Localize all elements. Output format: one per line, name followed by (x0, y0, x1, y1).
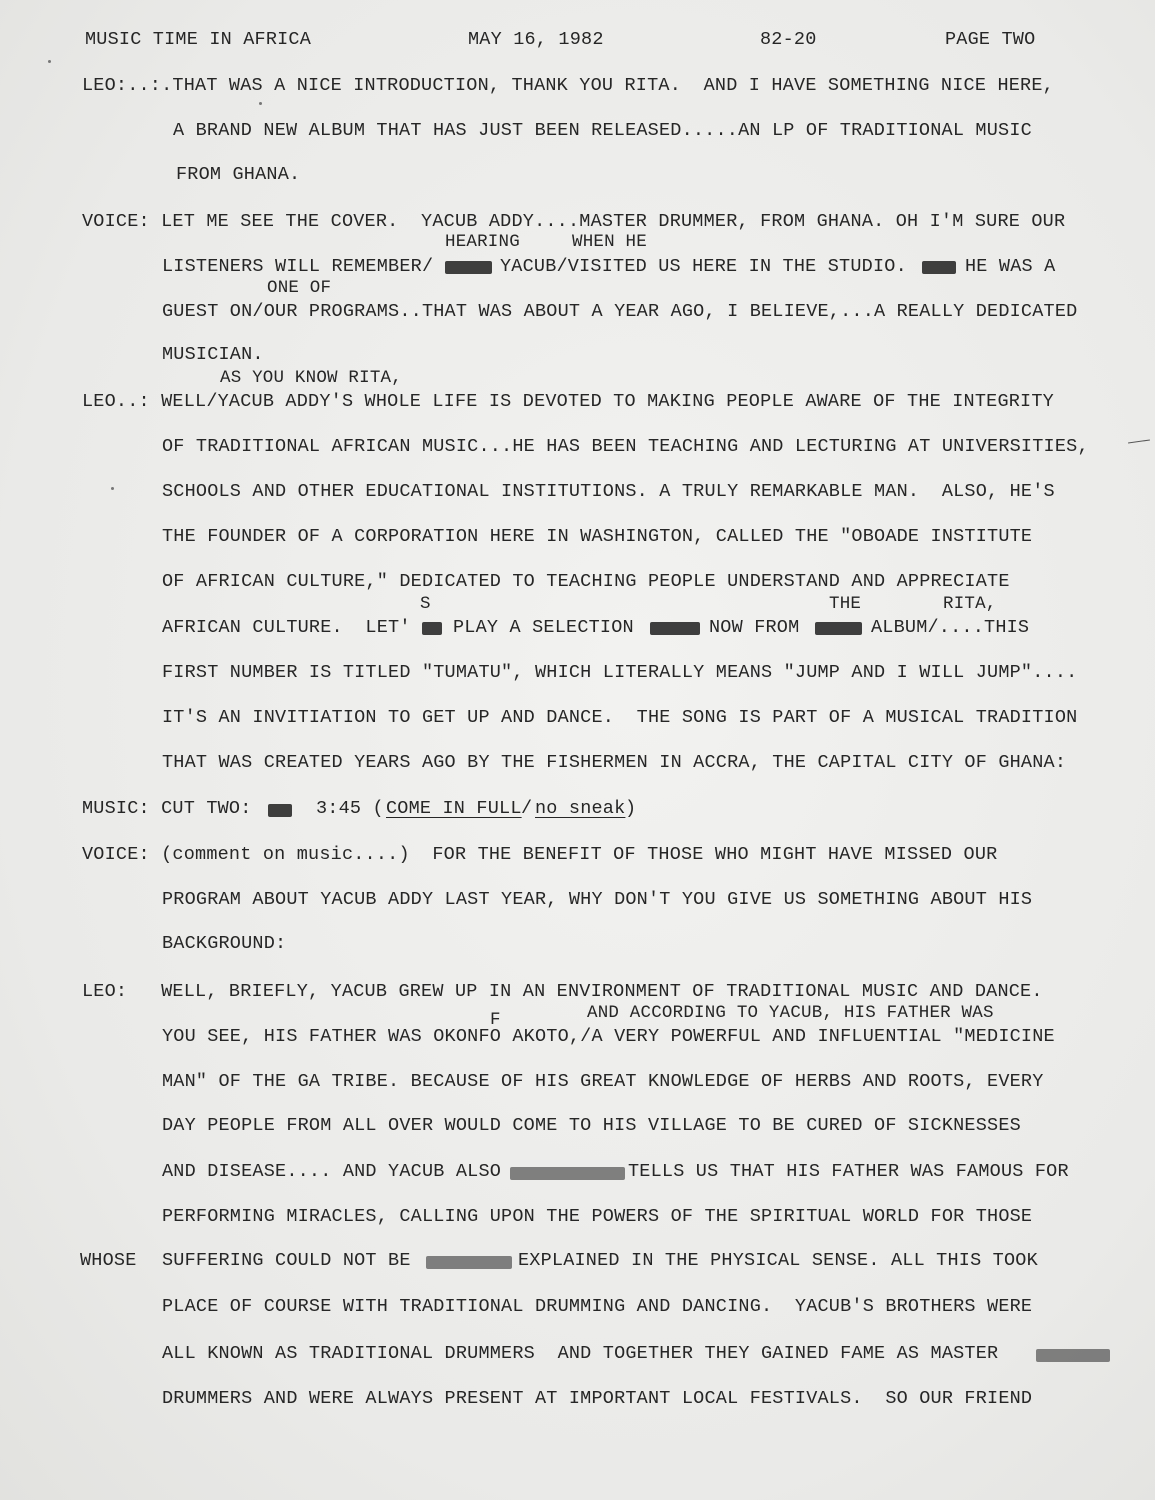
script-line: OF AFRICAN CULTURE," DEDICATED TO TEACHING PEOPLE UNDERSTAND AND APPRECIATE (162, 571, 1010, 592)
script-line: HE WAS A (965, 256, 1056, 277)
script-line: MAN" OF THE GA TRIBE. BECAUSE OF HIS GREAT KNOWLEDGE OF HERBS AND ROOTS, EVERY (162, 1071, 1044, 1092)
script-line: DRUMMERS AND WERE ALWAYS PRESENT AT IMPORTANT LOCAL FESTIVALS. SO OUR FRIEND (162, 1388, 1033, 1409)
program-number: 82-20 (760, 29, 817, 50)
script-line: VOICE: (comment on music....) FOR THE BENEFIT OF THOSE WHO MIGHT HAVE MISSED OUR (82, 844, 998, 865)
script-line: FIRST NUMBER IS TITLED "TUMATU", WHICH LITERALLY MEANS "JUMP AND I WILL JUMP".... (162, 662, 1078, 683)
handwritten-insert: RITA, (943, 594, 997, 614)
music-cue-label: MUSIC: CUT TWO: (82, 798, 252, 819)
script-line: ALBUM/....THIS (871, 617, 1030, 638)
script-line: SCHOOLS AND OTHER EDUCATIONAL INSTITUTIONS. A TRULY REMARKABLE MAN. ALSO, HE'S (162, 481, 1055, 502)
script-line: DAY PEOPLE FROM ALL OVER WOULD COME TO HIS VILLAGE TO BE CURED OF SICKNESSES (162, 1115, 1021, 1136)
script-line: PERFORMING MIRACLES, CALLING UPON THE POWERS OF THE SPIRITUAL WORLD FOR THOSE (162, 1206, 1033, 1227)
program-title: MUSIC TIME IN AFRICA (85, 29, 312, 50)
handwritten-insert: F (490, 1010, 501, 1030)
script-line: FROM GHANA. (176, 164, 301, 185)
script-line: PROGRAM ABOUT YACUB ADDY LAST YEAR, WHY DON'T YOU GIVE US SOMETHING ABOUT HIS (162, 889, 1033, 910)
redaction-mark (510, 1167, 625, 1180)
handwritten-insert: S (420, 594, 431, 614)
paper-speck (48, 60, 51, 63)
script-line: LEO:..:.THAT WAS A NICE INTRODUCTION, THANK YOU RITA. AND I HAVE SOMETHING NICE HERE, (82, 75, 1054, 96)
redaction-mark (650, 622, 700, 635)
script-line: BACKGROUND: (162, 933, 287, 954)
redaction-mark (426, 1256, 512, 1269)
handwritten-insert: WHEN HE (572, 232, 647, 252)
redaction-mark (445, 261, 492, 274)
script-line: AFRICAN CULTURE. LET' (162, 617, 411, 638)
script-line: SUFFERING COULD NOT BE (162, 1250, 411, 1271)
script-line: EXPLAINED IN THE PHYSICAL SENSE. ALL THIS TOOK (518, 1250, 1038, 1271)
redaction-mark (815, 622, 862, 635)
handwritten-margin-word: WHOSE (80, 1250, 137, 1271)
page-number: PAGE TWO (945, 29, 1036, 50)
margin-mark (1128, 439, 1150, 443)
script-line: LISTENERS WILL REMEMBER/ (162, 256, 434, 277)
music-cue-instruction: COME IN FULL (386, 798, 522, 819)
script-line: LEO: WELL, BRIEFLY, YACUB GREW UP IN AN ENVIRONMENT OF TRADITIONAL MUSIC AND DANCE. (82, 981, 1043, 1002)
script-line: IT'S AN INVITIATION TO GET UP AND DANCE. THE SONG IS PART OF A MUSICAL TRADITION (162, 707, 1078, 728)
script-line: PLAY A SELECTION (453, 617, 634, 638)
redaction-mark (1036, 1349, 1110, 1362)
script-line: YACUB/VISITED US HERE IN THE STUDIO. (500, 256, 907, 277)
redaction-mark (268, 804, 292, 817)
music-cue-duration: 3:45 ( (316, 798, 384, 819)
script-line: THAT WAS CREATED YEARS AGO BY THE FISHERMEN IN ACCRA, THE CAPITAL CITY OF GHANA: (162, 752, 1067, 773)
handwritten-insert: HEARING (445, 232, 520, 252)
handwritten-insert: AND ACCORDING TO YACUB, HIS FATHER WAS (587, 1003, 994, 1023)
script-line: VOICE: LET ME SEE THE COVER. YACUB ADDY....MASTER DRUMMER, FROM GHANA. OH I'M SURE OUR (82, 211, 1066, 232)
script-line: THE FOUNDER OF A CORPORATION HERE IN WASHINGTON, CALLED THE "OBOADE INSTITUTE (162, 526, 1033, 547)
script-line: AND DISEASE.... AND YACUB ALSO (162, 1161, 502, 1182)
handwritten-insert: AS YOU KNOW RITA, (220, 368, 402, 388)
broadcast-date: MAY 16, 1982 (468, 29, 604, 50)
script-line: PLACE OF COURSE WITH TRADITIONAL DRUMMING AND DANCING. YACUB'S BROTHERS WERE (162, 1296, 1033, 1317)
paper-speck (259, 102, 262, 105)
redaction-mark (922, 261, 956, 274)
music-cue-note: no sneak (535, 798, 626, 819)
script-line: A BRAND NEW ALBUM THAT HAS JUST BEEN RELEASED.....AN LP OF TRADITIONAL MUSIC (173, 120, 1032, 141)
music-cue-separator: / (521, 798, 533, 819)
music-cue-close: ) (625, 798, 637, 819)
script-line: MUSICIAN. (162, 344, 264, 365)
redaction-mark (422, 622, 442, 635)
handwritten-insert: ONE OF (267, 278, 332, 298)
script-line: YOU SEE, HIS FATHER WAS OKONFO AKOTO,/A VERY POWERFUL AND INFLUENTIAL "MEDICINE (162, 1026, 1055, 1047)
script-line: ALL KNOWN AS TRADITIONAL DRUMMERS AND TOGETHER THEY GAINED FAME AS MASTER (162, 1343, 999, 1364)
script-line: GUEST ON/OUR PROGRAMS..THAT WAS ABOUT A YEAR AGO, I BELIEVE,...A REALLY DEDICATED (162, 301, 1078, 322)
handwritten-insert: THE (829, 594, 862, 614)
script-line: TELLS US THAT HIS FATHER WAS FAMOUS FOR (628, 1161, 1069, 1182)
script-line: OF TRADITIONAL AFRICAN MUSIC...HE HAS BEEN TEACHING AND LECTURING AT UNIVERSITIES, (162, 436, 1089, 457)
paper-speck (111, 487, 114, 490)
script-line: NOW FROM (709, 617, 800, 638)
script-line: LEO..: WELL/YACUB ADDY'S WHOLE LIFE IS DEVOTED TO MAKING PEOPLE AWARE OF THE INTEGRITY (82, 391, 1054, 412)
